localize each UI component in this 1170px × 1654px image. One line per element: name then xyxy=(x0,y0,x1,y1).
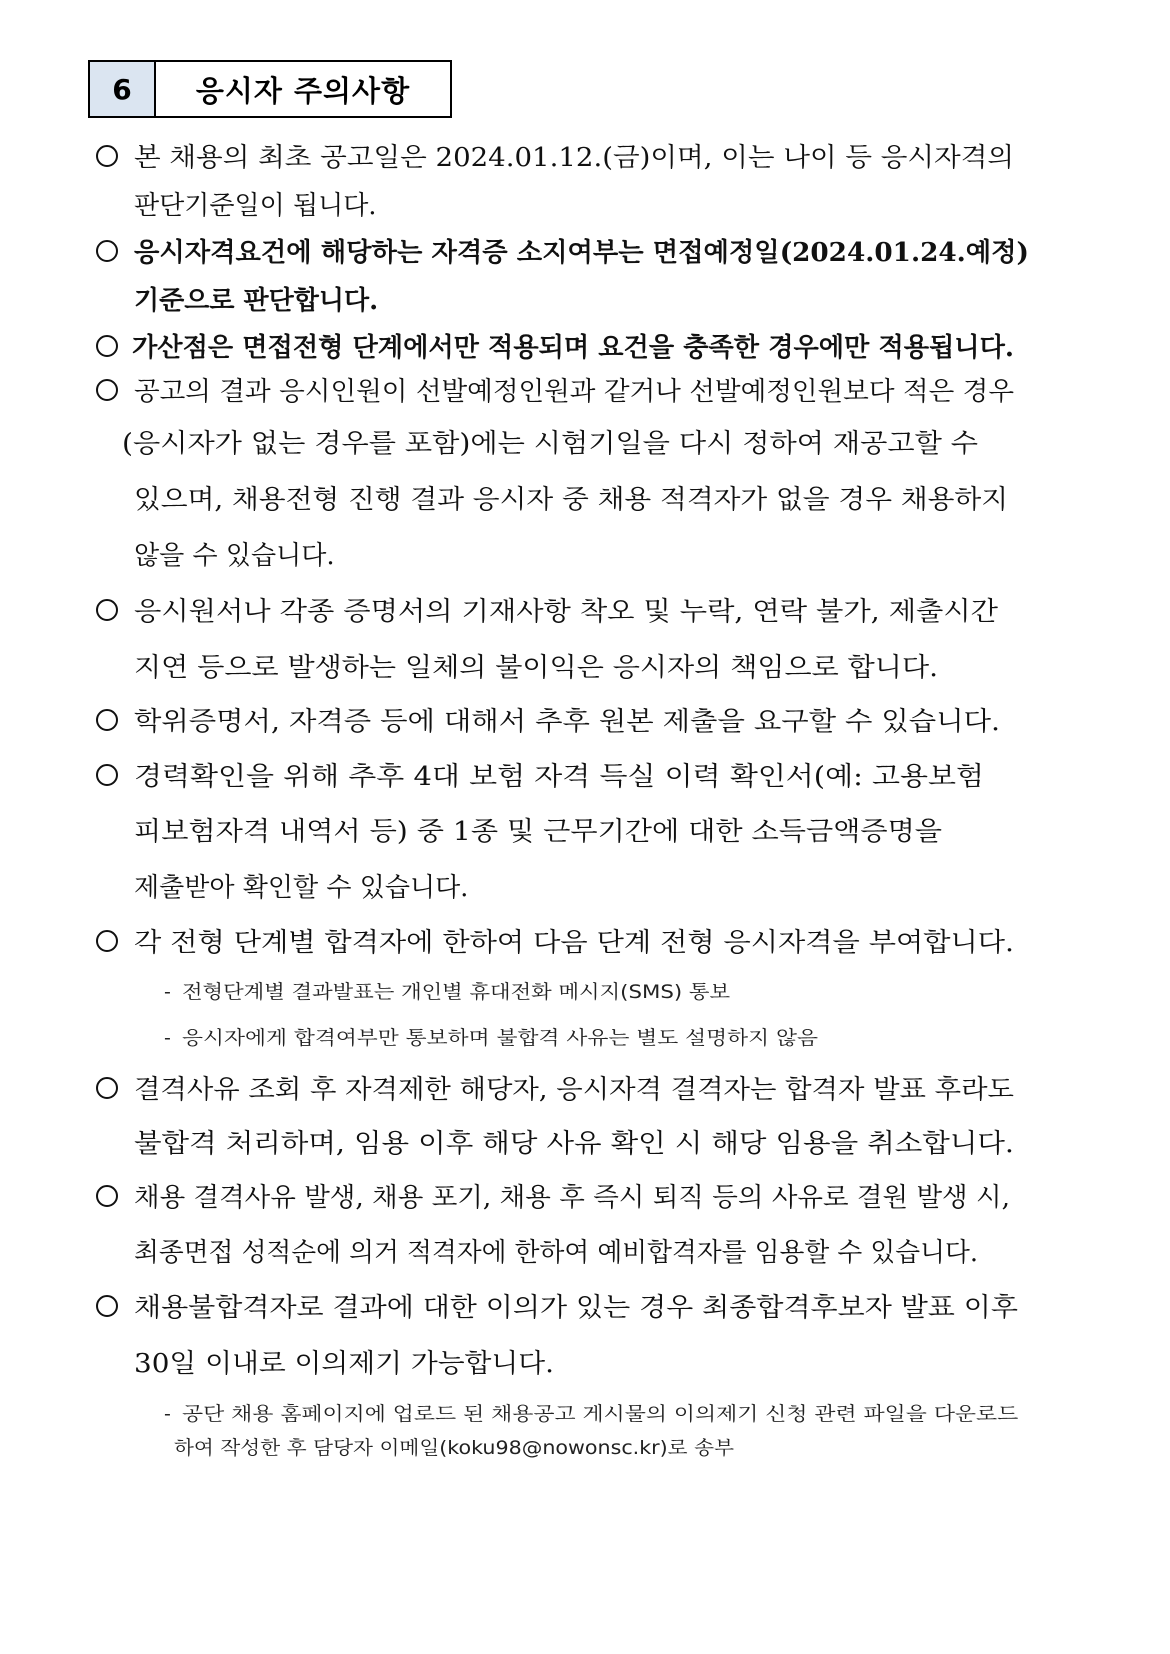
circle-bullet-icon xyxy=(96,379,118,401)
item-11-line-2: 30일 이내로 이의제기 가능합니다. xyxy=(134,1349,554,1379)
item-8-note-2: - 응시자에게 합격여부만 통보하며 불합격 사유는 별도 설명하지 않음 xyxy=(164,1027,818,1049)
item-5-line-1: 응시원서나 각종 증명서의 기재사항 착오 및 누락, 연락 불가, 제출시간 xyxy=(0,590,1170,634)
circle-bullet-icon xyxy=(96,1295,118,1317)
circle-bullet-icon xyxy=(96,930,118,952)
circle-bullet-icon xyxy=(96,145,118,167)
circle-bullet-icon xyxy=(96,764,118,786)
item-11-line-1: 채용불합격자로 결과에 대한 이의가 있는 경우 최종합격후보자 발표 이후 xyxy=(0,1286,1170,1330)
item-11-note-2: 하여 작성한 후 담당자 이메일(koku98@nowonsc.kr)로 송부 xyxy=(174,1437,734,1459)
item-3-line-1: 가산점은 면접전형 단계에서만 적용되며 요건을 충족한 경우에만 적용됩니다. xyxy=(0,326,1170,370)
circle-bullet-icon xyxy=(96,1185,118,1207)
item-4-line-3: 있으며, 채용전형 진행 결과 응시자 중 채용 적격자가 없을 경우 채용하지 xyxy=(134,485,1008,515)
circle-bullet-icon xyxy=(96,599,118,621)
item-2-line-2: 기준으로 판단합니다. xyxy=(134,286,379,316)
item-7-line-2: 피보험자격 내역서 등) 중 1종 및 근무기간에 대한 소득금액증명을 xyxy=(134,817,942,847)
item-10-line-2: 최종면접 성적순에 의거 적격자에 한하여 예비합격자를 임용할 수 있습니다. xyxy=(134,1238,978,1268)
item-2-line-1: 응시자격요건에 해당하는 자격증 소지여부는 면접예정일(2024.01.24.예정) xyxy=(0,231,1170,275)
item-4-line-4: 않을 수 있습니다. xyxy=(134,541,335,571)
circle-bullet-icon xyxy=(96,1077,118,1099)
item-5-line-2: 지연 등으로 발생하는 일체의 불이익은 응시자의 책임으로 합니다. xyxy=(134,653,939,683)
item-7-line-3: 제출받아 확인할 수 있습니다. xyxy=(134,873,469,903)
item-9-line-2: 불합격 처리하며, 임용 이후 해당 사유 확인 시 해당 임용을 취소합니다. xyxy=(134,1129,1014,1159)
section-title: 응시자 주의사항 xyxy=(195,73,411,108)
item-6-line-1: 학위증명서, 자격증 등에 대해서 추후 원본 제출을 요구할 수 있습니다. xyxy=(0,700,1170,744)
item-4-line-1: 공고의 결과 응시인원이 선발예정인원과 같거나 선발예정인원보다 적은 경우 xyxy=(0,370,1170,414)
item-4-line-2: (응시자가 없는 경우를 포함)에는 시험기일을 다시 정하여 재공고할 수 xyxy=(122,429,978,459)
item-8-line-1: 각 전형 단계별 합격자에 한하여 다음 단계 전형 응시자격을 부여합니다. xyxy=(0,921,1170,965)
item-9-line-1: 결격사유 조회 후 자격제한 해당자, 응시자격 결격자는 합격자 발표 후라도 xyxy=(0,1068,1170,1112)
circle-bullet-icon xyxy=(96,335,118,357)
circle-bullet-icon xyxy=(96,709,118,731)
item-8-note-1: - 전형단계별 결과발표는 개인별 휴대전화 메시지(SMS) 통보 xyxy=(164,981,730,1003)
item-10-line-1: 채용 결격사유 발생, 채용 포기, 채용 후 즉시 퇴직 등의 사유로 결원 발생 시, xyxy=(0,1176,1170,1220)
item-1-line-2: 판단기준일이 됩니다. xyxy=(134,191,377,221)
section-header xyxy=(88,60,452,118)
section-number: 6 xyxy=(90,62,156,116)
item-11-note-1: - 공단 채용 홈페이지에 업로드 된 채용공고 게시물의 이의제기 신청 관련 파일을 다운로드 xyxy=(164,1403,1019,1425)
circle-bullet-icon xyxy=(96,240,118,262)
item-7-line-1: 경력확인을 위해 추후 4대 보험 자격 득실 이력 확인서(예: 고용보험 xyxy=(0,755,1170,799)
item-1-line-1: 본 채용의 최초 공고일은 2024.01.12.(금)이며, 이는 나이 등 응시자격의 xyxy=(0,136,1170,180)
